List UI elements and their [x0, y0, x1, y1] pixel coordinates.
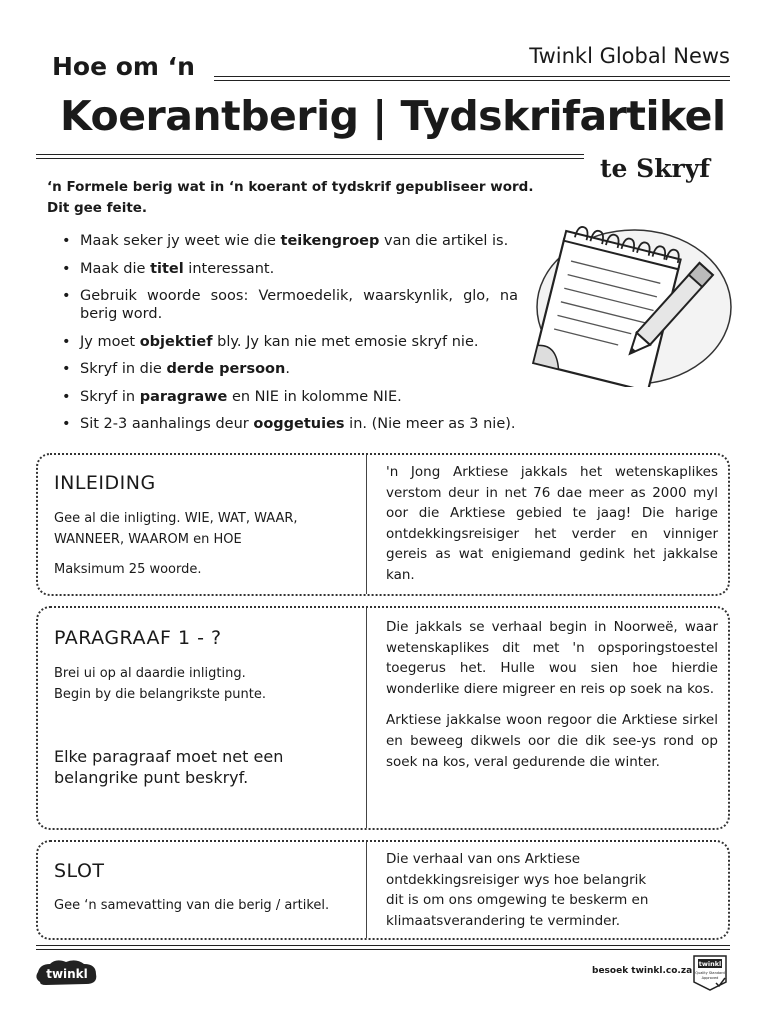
- post-title: te Skryf: [600, 154, 710, 183]
- example-text: Die verhaal van ons Arktiese ontdekkingsreisiger wys hoe belangrik dit is om ons omgewing te beskerm en klimaatsverandering te verminder.: [386, 851, 649, 929]
- intro-line-2: Dit gee feite.: [47, 200, 148, 216]
- paragraaf-section: [36, 606, 730, 830]
- column-divider: [366, 842, 367, 938]
- pre-title: Hoe om ‘n: [52, 52, 195, 81]
- list-item: • Sit 2-3 aanhalings deur ooggetuies in. (Nie meer as 3 nie).: [62, 415, 518, 433]
- section-heading: PARAGRAAF 1 - ?: [54, 627, 222, 649]
- svg-text:twinkl: twinkl: [698, 960, 722, 968]
- list-item: • Maak die titel interessant.: [62, 260, 518, 278]
- inleiding-section: [36, 453, 730, 596]
- website-link[interactable]: besoek twinkl.co.za: [592, 966, 693, 976]
- intro-line-1: ‘n Formele berig wat in ‘n koerant of tydskrif gepubliseer word.: [47, 179, 534, 195]
- intro-text: [47, 177, 567, 219]
- notepad-pencil-icon: [526, 221, 732, 387]
- column-divider: [366, 455, 367, 594]
- instruction-text: Brei ui op al daardie inligting. Begin by die belangrikste punte.: [54, 666, 266, 702]
- header-rule: [214, 76, 730, 81]
- svg-text:Approved: Approved: [701, 976, 719, 980]
- section-heading: INLEIDING: [54, 472, 156, 494]
- tips-list: [62, 232, 518, 443]
- column-divider: [366, 608, 367, 828]
- list-item: • Skryf in die derde persoon.: [62, 360, 518, 378]
- title-rule: [36, 154, 584, 159]
- twinkl-logo-icon[interactable]: [34, 958, 100, 988]
- page-title: Koerantberig | Tydskrifartikel: [60, 92, 726, 140]
- paragraph-tip: Elke paragraaf moet net een belangrike punt beskryf.: [54, 747, 284, 787]
- section-heading: SLOT: [54, 860, 105, 882]
- example-text: 'n Jong Arktiese jakkals het wetenskaplikes verstom deur in net 76 dae meer as 2000 myl oor die Arktiese gebied te jaag! Die harige ontdekkingsreisiger het verder en vinniger gereis as wat enigiemand gedink het jakkalse kan.: [386, 464, 718, 583]
- svg-text:Quality Standard: Quality Standard: [695, 971, 725, 975]
- list-item: • Skryf in paragrawe en NIE in kolomme NIE.: [62, 388, 518, 406]
- instruction-text: Gee ‘n samevatting van die berig / artikel.: [54, 898, 330, 913]
- svg-text:twinkl: twinkl: [46, 967, 88, 981]
- example-text: Die jakkals se verhaal begin in Noorweë, waar wetenskaplikes dit met 'n opsporingstoestel toegerus het. Hulle wou sien hoe hierdie wonderlike diere migreer en reis op soek na kos.: [386, 619, 718, 697]
- word-limit-note: Maksimum 25 woorde.: [54, 562, 202, 577]
- brand-name: Twinkl Global News: [529, 44, 730, 68]
- list-item: • Jy moet objektief bly. Jy kan nie met emosie skryf nie.: [62, 333, 518, 351]
- quality-badge-icon: [690, 952, 730, 992]
- list-item: • Gebruik woorde soos: Vermoedelik, waarskynlik, glo, na berig word.: [62, 287, 518, 323]
- footer-rule: [36, 945, 730, 950]
- instruction-text: Gee al die inligting. WIE, WAT, WAAR, WANNEER, WAAROM en HOE: [54, 511, 298, 547]
- list-item: • Maak seker jy weet wie die teikengroep van die artikel is.: [62, 232, 518, 250]
- slot-section: [36, 840, 730, 940]
- example-text: Arktiese jakkalse woon regoor die Arktiese sirkel en beweeg dikwels oor die dik see-ys rond op soek na kos, veral gedurende die winter.: [386, 712, 718, 770]
